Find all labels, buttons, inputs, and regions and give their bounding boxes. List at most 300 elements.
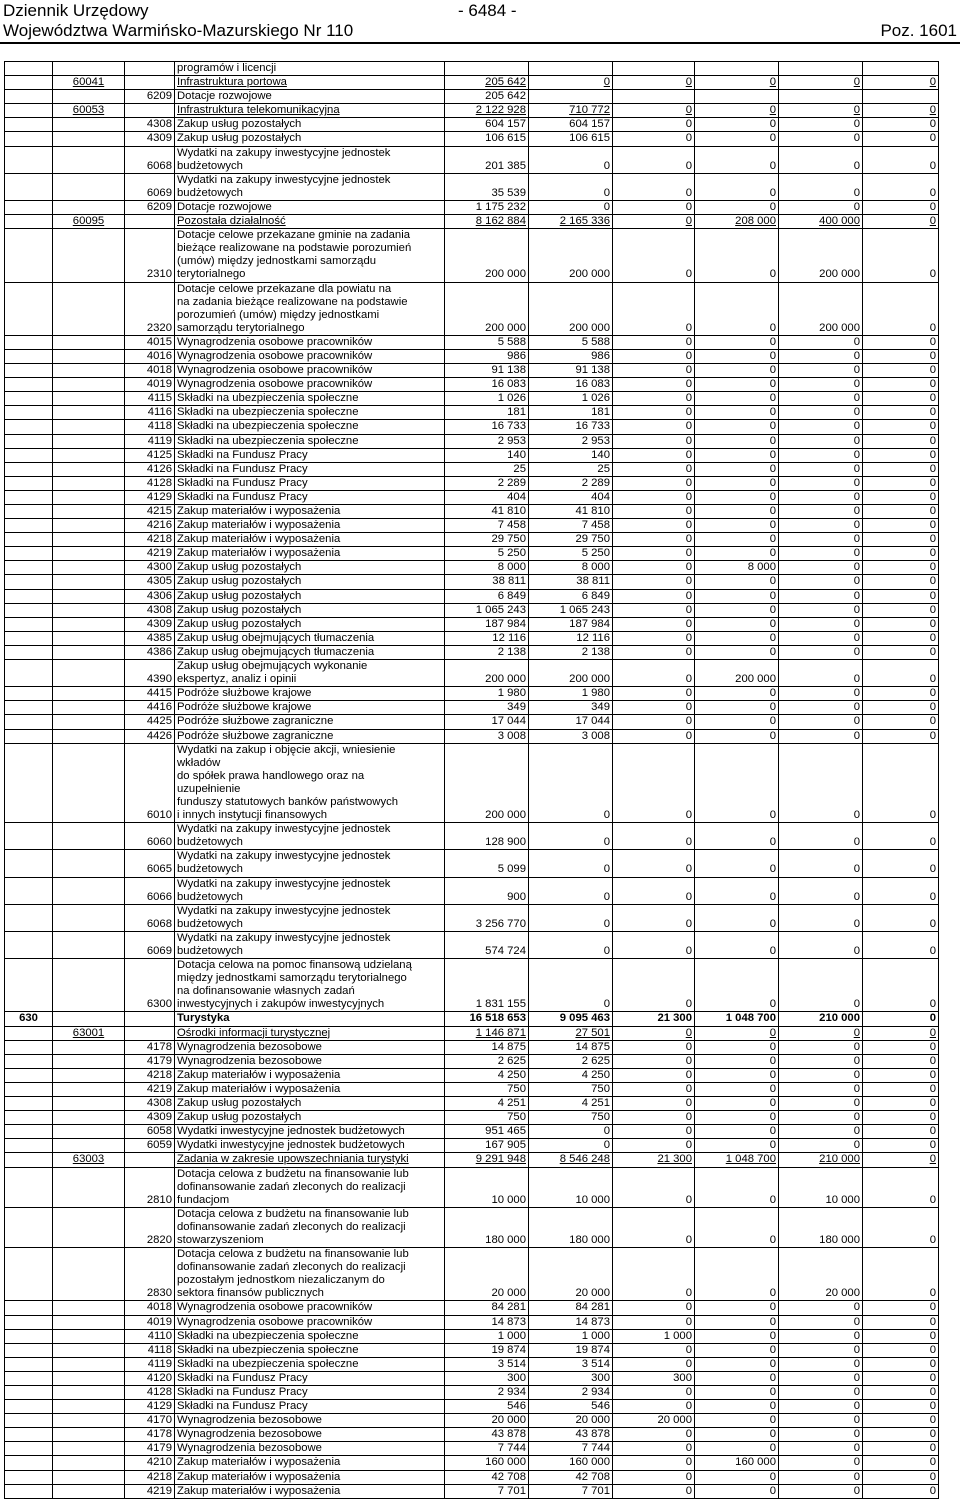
section-code [5,1428,53,1442]
amount-total: 200 000 [445,660,529,687]
amount-col-6: 0 [863,1329,939,1343]
amount-col-4: 0 [695,1442,779,1456]
section-code [5,1054,53,1068]
amount-col-5: 0 [779,877,863,904]
description-line: Wynagrodzenia osobowe pracowników [177,1301,373,1314]
amount-total: 200 000 [445,743,529,823]
budget-table-body [5,62,939,1499]
budget-table [4,61,939,1499]
amount-total: 6 849 [445,589,529,603]
amount-current: 986 [529,349,613,363]
description-line: Wynagrodzenia osobowe pracowników [177,364,373,377]
amount-current: 16 083 [529,378,613,392]
paragraph-code: 2830 [125,1248,175,1301]
description-cell [175,931,445,958]
section-code [5,1111,53,1125]
description-line: Wydatki na zakupy inwestycyjne jednostek [177,823,391,836]
description-line: budżetowych [177,890,243,903]
chapter-code [53,1040,125,1054]
amount-total: 750 [445,1082,529,1096]
paragraph-code: 6010 [125,743,175,823]
amount-current: 160 000 [529,1456,613,1470]
amount-col-3: 0 [613,378,695,392]
paragraph-code: 4415 [125,687,175,701]
amount-col-6: 0 [863,1153,939,1167]
table-row [5,1371,939,1385]
amount-current: 181 [529,406,613,420]
description-line: Zakup materiałów i wyposażenia [177,547,341,560]
amount-total: 604 157 [445,118,529,132]
section-code [5,146,53,173]
description-cell [175,1301,445,1315]
description-line: Zadania w zakresie upowszechniania turystyki [177,1153,409,1166]
paragraph-code: 4018 [125,364,175,378]
table-row [5,1301,939,1315]
amount-col-4: 0 [695,229,779,282]
amount-col-4: 0 [695,1026,779,1040]
amount-current: 9 095 463 [529,1012,613,1026]
amount-col-3: 1 000 [613,1329,695,1343]
section-code [5,118,53,132]
amount-col-3: 0 [613,1315,695,1329]
section-code [5,645,53,659]
section-code [5,1301,53,1315]
amount-col-3: 0 [613,617,695,631]
amount-col-3: 0 [613,519,695,533]
amount-col-3: 0 [613,547,695,561]
section-code [5,931,53,958]
amount-col-4: 0 [695,1068,779,1082]
table-row [5,1054,939,1068]
amount-col-3: 0 [613,589,695,603]
amount-col-6: 0 [863,589,939,603]
amount-col-4: 0 [695,1248,779,1301]
description-line: Zakup usług pozostałych [177,589,302,602]
amount-total: 1 000 [445,1329,529,1343]
description-cell [175,1207,445,1247]
amount-col-3: 0 [613,1111,695,1125]
amount-current: 10 000 [529,1167,613,1207]
table-row [5,631,939,645]
amount-col-3: 0 [613,715,695,729]
paragraph-code: 6209 [125,200,175,214]
table-row [5,617,939,631]
description-line: Zakup materiałów i wyposażenia [177,505,341,517]
description-cell [175,1111,445,1125]
description-line: Dotacje celowe przekazane dla powiatu na [177,282,392,295]
paragraph-code: 4019 [125,1315,175,1329]
amount-col-6: 0 [863,823,939,850]
amount-col-3: 0 [613,146,695,173]
amount-col-4: 0 [695,533,779,547]
description-cell [175,645,445,659]
amount-total: 16 518 653 [445,1012,529,1026]
section-code [5,1248,53,1301]
amount-col-6: 0 [863,631,939,645]
description-line: Dotacje celowe przekazane gminie na zadania [177,229,410,242]
section-code [5,1207,53,1247]
amount-col-5: 0 [779,931,863,958]
description-cell [175,378,445,392]
description-cell [175,118,445,132]
amount-total: 160 000 [445,1456,529,1470]
description-cell [175,617,445,631]
description-line: na dofinansowanie własnych zadań [177,985,355,998]
amount-col-5: 0 [779,701,863,715]
amount-col-4: 0 [695,1371,779,1385]
paragraph-code: 6058 [125,1125,175,1139]
amount-current: 14 875 [529,1040,613,1054]
amount-col-4: 0 [695,701,779,715]
amount-current: 2 165 336 [529,215,613,229]
amount-total: 404 [445,490,529,504]
description-cell [175,687,445,701]
amount-col-5: 0 [779,1470,863,1484]
amount-col-4: 0 [695,743,779,823]
amount-col-6: 0 [863,1414,939,1428]
chapter-code: 60053 [53,104,125,118]
section-code [5,687,53,701]
amount-col-4: 0 [695,1357,779,1371]
amount-col-5: 0 [779,1026,863,1040]
amount-col-6: 0 [863,76,939,90]
amount-col-5: 0 [779,1139,863,1153]
journal-subtitle: Województwa Warmińsko-Mazurskiego Nr 110 [3,21,354,40]
amount-total: 20 000 [445,1414,529,1428]
amount-col-6 [863,62,939,76]
description-cell [175,1139,445,1153]
amount-current: 1 065 243 [529,603,613,617]
description-line: Wydatki na zakupy inwestycyjne jednostek [177,904,391,917]
chapter-code [53,1012,125,1026]
amount-col-3: 0 [613,877,695,904]
amount-total: 84 281 [445,1301,529,1315]
section-code [5,1097,53,1111]
amount-col-3: 0 [613,1207,695,1247]
chapter-code [53,1082,125,1096]
amount-col-4: 0 [695,519,779,533]
amount-col-4: 0 [695,1428,779,1442]
section-code [5,349,53,363]
section-code [5,1329,53,1343]
amount-total: 29 750 [445,533,529,547]
paragraph-code [125,215,175,229]
description-cell [175,349,445,363]
amount-current: 25 [529,462,613,476]
description-cell [175,1456,445,1470]
section-code [5,378,53,392]
description-line: Wynagrodzenia bezosobowe [177,1428,322,1441]
section-code [5,173,53,200]
description-cell [175,1371,445,1385]
paragraph-code: 4129 [125,1400,175,1414]
amount-col-3: 0 [613,1082,695,1096]
amount-col-6: 0 [863,1470,939,1484]
paragraph-code: 4390 [125,660,175,687]
amount-total: 2 289 [445,476,529,490]
table-row [5,1428,939,1442]
amount-col-5: 210 000 [779,1153,863,1167]
amount-col-4: 0 [695,1097,779,1111]
amount-total: 7 701 [445,1484,529,1498]
table-row [5,505,939,519]
amount-col-5: 0 [779,850,863,877]
amount-total: 8 162 884 [445,215,529,229]
description-line: dofinansowanie zadań zleconych do realizacji [177,1220,406,1233]
amount-col-3: 0 [613,448,695,462]
table-row [5,62,939,76]
position-number: Poz. 1601 [880,21,957,40]
paragraph-code: 4170 [125,1414,175,1428]
amount-col-6: 0 [863,904,939,931]
description-cell [175,1012,445,1026]
amount-col-4: 0 [695,617,779,631]
amount-col-5: 0 [779,476,863,490]
description-line: Zakup usług pozostałych [177,617,302,630]
amount-col-5: 10 000 [779,1167,863,1207]
amount-col-3: 0 [613,645,695,659]
amount-col-6: 0 [863,743,939,823]
amount-col-4: 0 [695,132,779,146]
amount-col-6: 0 [863,645,939,659]
amount-current: 12 116 [529,631,613,645]
section-code [5,505,53,519]
description-line: Zakup usług pozostałych [177,118,302,131]
amount-col-3: 0 [613,1470,695,1484]
chapter-code [53,660,125,687]
amount-col-6: 0 [863,1400,939,1414]
amount-total: 7 744 [445,1442,529,1456]
amount-col-5: 0 [779,1428,863,1442]
amount-total: 1 026 [445,392,529,406]
amount-col-6: 0 [863,850,939,877]
amount-col-5: 0 [779,729,863,743]
amount-total: 205 642 [445,90,529,104]
section-code [5,1139,53,1153]
amount-col-4: 0 [695,575,779,589]
paragraph-code: 4015 [125,335,175,349]
amount-col-3: 0 [613,118,695,132]
amount-current: 7 744 [529,1442,613,1456]
amount-total: 1 175 232 [445,200,529,214]
amount-col-4: 0 [695,904,779,931]
amount-col-5: 0 [779,904,863,931]
chapter-code [53,1125,125,1139]
description-line: Zakup usług pozostałych [177,1097,302,1110]
chapter-code [53,1068,125,1082]
amount-col-4: 200 000 [695,660,779,687]
paragraph-code: 4115 [125,392,175,406]
amount-total: 187 984 [445,617,529,631]
paragraph-code: 6209 [125,90,175,104]
table-row [5,1139,939,1153]
description-line: (umów) między jednostkami samorządu [177,255,377,268]
amount-col-3: 0 [613,660,695,687]
description-line: budżetowych [177,159,243,172]
paragraph-code [125,104,175,118]
table-row [5,1357,939,1371]
amount-current: 2 934 [529,1386,613,1400]
chapter-code [53,1371,125,1385]
amount-current: 5 588 [529,335,613,349]
section-code [5,589,53,603]
amount-col-5: 0 [779,1315,863,1329]
chapter-code [53,743,125,823]
chapter-code [53,1097,125,1111]
table-row [5,282,939,335]
description-cell [175,877,445,904]
table-row [5,547,939,561]
amount-col-4: 0 [695,1139,779,1153]
section-code [5,364,53,378]
amount-total [445,62,529,76]
section-code [5,448,53,462]
chapter-code [53,1357,125,1371]
section-code [5,729,53,743]
amount-current: 7 701 [529,1484,613,1498]
table-row [5,1111,939,1125]
amount-current: 14 873 [529,1315,613,1329]
chapter-code [53,1442,125,1456]
amount-col-6: 0 [863,200,939,214]
amount-col-3: 21 300 [613,1153,695,1167]
table-row [5,90,939,104]
amount-col-3: 0 [613,420,695,434]
description-cell [175,392,445,406]
section-code [5,462,53,476]
table-row [5,1329,939,1343]
section-code [5,476,53,490]
paragraph-code: 4309 [125,132,175,146]
chapter-code [53,448,125,462]
amount-col-6: 0 [863,1357,939,1371]
description-cell [175,547,445,561]
amount-col-3: 0 [613,406,695,420]
amount-total: 951 465 [445,1125,529,1139]
table-row [5,1470,939,1484]
table-row [5,877,939,904]
amount-total: 38 811 [445,575,529,589]
amount-current: 2 138 [529,645,613,659]
description-cell [175,1167,445,1207]
amount-col-5: 0 [779,200,863,214]
amount-col-5: 0 [779,645,863,659]
amount-col-6: 0 [863,603,939,617]
amount-col-3: 0 [613,173,695,200]
amount-col-3: 0 [613,335,695,349]
amount-col-6: 0 [863,1301,939,1315]
amount-col-5: 0 [779,959,863,1012]
table-row [5,931,939,958]
amount-col-6: 0 [863,462,939,476]
amount-current: 0 [529,200,613,214]
amount-col-3: 0 [613,1301,695,1315]
section-code [5,1442,53,1456]
amount-current: 0 [529,877,613,904]
description-line: Składki na Fundusz Pracy [177,1371,308,1384]
amount-col-6: 0 [863,519,939,533]
amount-total: 1 146 871 [445,1026,529,1040]
amount-col-5: 0 [779,575,863,589]
amount-current: 91 138 [529,364,613,378]
amount-total: 180 000 [445,1207,529,1247]
description-line: inwestycyjnych i zakupów inwestycyjnych [177,998,385,1011]
table-row [5,1343,939,1357]
paragraph-code: 4305 [125,575,175,589]
amount-col-4: 0 [695,850,779,877]
amount-col-6: 0 [863,132,939,146]
chapter-code [53,173,125,200]
description-line: Dotacje rozwojowe [177,90,272,103]
amount-col-4: 0 [695,392,779,406]
amount-col-5: 0 [779,617,863,631]
amount-col-4: 0 [695,1040,779,1054]
amount-col-5: 210 000 [779,1012,863,1026]
chapter-code [53,715,125,729]
description-cell [175,1414,445,1428]
amount-col-3: 0 [613,931,695,958]
description-line: Wynagrodzenia bezosobowe [177,1442,322,1455]
amount-col-4: 0 [695,118,779,132]
paragraph-code: 4179 [125,1442,175,1456]
chapter-code [53,617,125,631]
amount-current: 19 874 [529,1343,613,1357]
amount-col-5: 0 [779,1400,863,1414]
amount-col-6: 0 [863,1082,939,1096]
paragraph-code: 4018 [125,1301,175,1315]
description-line: Wynagrodzenia bezosobowe [177,1414,322,1427]
amount-col-3: 0 [613,132,695,146]
amount-col-5: 0 [779,76,863,90]
section-code [5,215,53,229]
amount-col-5: 0 [779,448,863,462]
table-row [5,701,939,715]
amount-total: 2 625 [445,1054,529,1068]
amount-current: 200 000 [529,282,613,335]
description-line: dofinansowanie zadań zleconych do realizacji [177,1261,406,1274]
chapter-code: 60095 [53,215,125,229]
section-code [5,335,53,349]
description-line: Składki na Fundusz Pracy [177,462,308,475]
amount-col-4: 0 [695,462,779,476]
section-code [5,1125,53,1139]
table-row [5,1414,939,1428]
amount-col-3: 0 [613,1139,695,1153]
amount-col-6: 0 [863,1207,939,1247]
description-line: Wydatki na zakupy inwestycyjne jednostek [177,850,391,863]
amount-col-5: 0 [779,519,863,533]
description-line: Dotacja celowa z budżetu na finansowanie lub [177,1207,409,1220]
table-row [5,589,939,603]
amount-total: 200 000 [445,229,529,282]
chapter-code [53,959,125,1012]
description-line: Wynagrodzenia bezosobowe [177,1054,322,1067]
paragraph-code: 4215 [125,505,175,519]
amount-total: 300 [445,1371,529,1385]
amount-col-5: 0 [779,1442,863,1456]
table-row [5,1040,939,1054]
section-code [5,392,53,406]
amount-col-4: 0 [695,282,779,335]
amount-col-4: 0 [695,434,779,448]
paragraph-code: 4309 [125,1111,175,1125]
table-row [5,603,939,617]
description-cell [175,1442,445,1456]
amount-col-4: 0 [695,173,779,200]
amount-col-3: 0 [613,743,695,823]
amount-total: 7 458 [445,519,529,533]
description-cell [175,1082,445,1096]
